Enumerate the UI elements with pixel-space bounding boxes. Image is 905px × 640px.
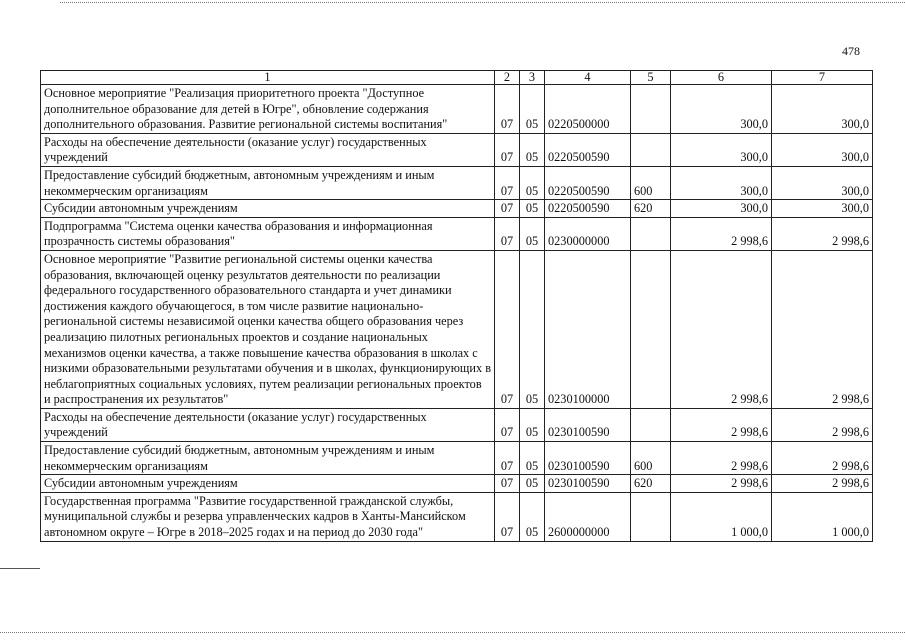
row-expense-type [631,133,671,166]
row-target-code: 0230100590 [545,408,631,441]
row-name: Предоставление субсидий бюджетным, автономным учреждениям и иным некоммерческим организациям [41,442,495,475]
row-section: 07 [495,85,520,134]
row-expense-type [631,492,671,541]
row-subsection: 05 [520,217,545,250]
row-amount-2: 2 998,6 [772,475,873,493]
row-expense-type: 620 [631,475,671,493]
row-target-code: 0230100000 [545,250,631,408]
header-col-2: 2 [495,71,520,85]
header-col-3: 3 [520,71,545,85]
row-amount-1: 300,0 [671,200,772,218]
page-number: 478 [842,44,860,58]
table-row [41,85,873,134]
row-expense-type: 600 [631,166,671,199]
row-name: Субсидии автономным учреждениям [41,475,495,493]
table-row [41,166,873,199]
row-amount-1: 300,0 [671,85,772,134]
row-target-code: 0220500590 [545,133,631,166]
row-subsection: 05 [520,408,545,441]
scan-edge-left [0,568,40,569]
row-subsection: 05 [520,200,545,218]
row-target-code: 0230100590 [545,442,631,475]
row-section: 07 [495,217,520,250]
row-expense-type [631,250,671,408]
row-section: 07 [495,442,520,475]
row-name: Расходы на обеспечение деятельности (оказание услуг) государственных учреждений [41,133,495,166]
row-name: Основное мероприятие "Реализация приоритетного проекта "Доступное дополнительное образование для детей в Югре", обновление содержания дополнительного образования. Развитие региональной системы воспитания" [41,85,495,134]
row-target-code: 0220500000 [545,85,631,134]
row-amount-2: 300,0 [772,166,873,199]
header-row [41,71,873,85]
row-target-code: 0230100590 [545,475,631,493]
row-target-code: 0220500590 [545,166,631,199]
row-expense-type: 600 [631,442,671,475]
row-expense-type [631,408,671,441]
row-target-code: 2600000000 [545,492,631,541]
row-expense-type: 620 [631,200,671,218]
row-name: Основное мероприятие "Развитие региональной системы оценки качества образования, включающей оценку результатов деятельности по реализации федерального государственного образовательного стандарта и учет динамики достижения каждого обучающегося, в том числе развитие национально-региональной системы независимой оценки качества общего образования через реализацию пилотных региональных проектов и создание национальных механизмов оценки качества, а также повышение качества образования в школах с низкими образовательными результатами обучения и в школах, функционирующих в неблагоприятных социальных условиях, путем реализации региональных проектов и распространения их результатов" [41,250,495,408]
table-row [41,492,873,541]
row-amount-1: 300,0 [671,166,772,199]
row-amount-1: 2 998,6 [671,250,772,408]
table-row [41,133,873,166]
scan-edge-top [60,2,905,3]
table-row [41,475,873,493]
row-subsection: 05 [520,442,545,475]
row-name: Подпрограмма "Система оценки качества образования и информационная прозрачность системы образования" [41,217,495,250]
row-subsection: 05 [520,475,545,493]
row-section: 07 [495,492,520,541]
row-amount-1: 2 998,6 [671,475,772,493]
row-amount-2: 2 998,6 [772,217,873,250]
row-expense-type [631,217,671,250]
header-col-7: 7 [772,71,873,85]
header-col-5: 5 [631,71,671,85]
row-section: 07 [495,250,520,408]
row-name: Государственная программа "Развитие государственной гражданской службы, муниципальной службы и резерва управленческих кадров в Ханты-Мансийском автономном округе – Югре в 2018–2025 годах и на период до 2030 года" [41,492,495,541]
table-row [41,250,873,408]
row-amount-2: 1 000,0 [772,492,873,541]
row-target-code: 0230000000 [545,217,631,250]
table-row [41,217,873,250]
row-target-code: 0220500590 [545,200,631,218]
row-amount-2: 2 998,6 [772,250,873,408]
row-subsection: 05 [520,133,545,166]
row-amount-2: 300,0 [772,200,873,218]
row-subsection: 05 [520,166,545,199]
row-amount-1: 300,0 [671,133,772,166]
row-amount-2: 2 998,6 [772,442,873,475]
row-section: 07 [495,200,520,218]
row-amount-1: 2 998,6 [671,442,772,475]
row-section: 07 [495,408,520,441]
row-amount-2: 300,0 [772,85,873,134]
row-subsection: 05 [520,492,545,541]
row-expense-type [631,85,671,134]
row-section: 07 [495,475,520,493]
row-section: 07 [495,166,520,199]
header-col-6: 6 [671,71,772,85]
budget-table [40,70,873,542]
row-section: 07 [495,133,520,166]
row-subsection: 05 [520,250,545,408]
table-row [41,200,873,218]
row-amount-1: 2 998,6 [671,217,772,250]
row-name: Субсидии автономным учреждениям [41,200,495,218]
row-amount-2: 2 998,6 [772,408,873,441]
row-amount-1: 1 000,0 [671,492,772,541]
row-name: Предоставление субсидий бюджетным, автономным учреждениям и иным некоммерческим организациям [41,166,495,199]
scan-edge-bottom [0,632,905,633]
header-col-1: 1 [41,71,495,85]
header-col-4: 4 [545,71,631,85]
table-row [41,442,873,475]
row-amount-2: 300,0 [772,133,873,166]
row-subsection: 05 [520,85,545,134]
row-amount-1: 2 998,6 [671,408,772,441]
table-row [41,408,873,441]
row-name: Расходы на обеспечение деятельности (оказание услуг) государственных учреждений [41,408,495,441]
